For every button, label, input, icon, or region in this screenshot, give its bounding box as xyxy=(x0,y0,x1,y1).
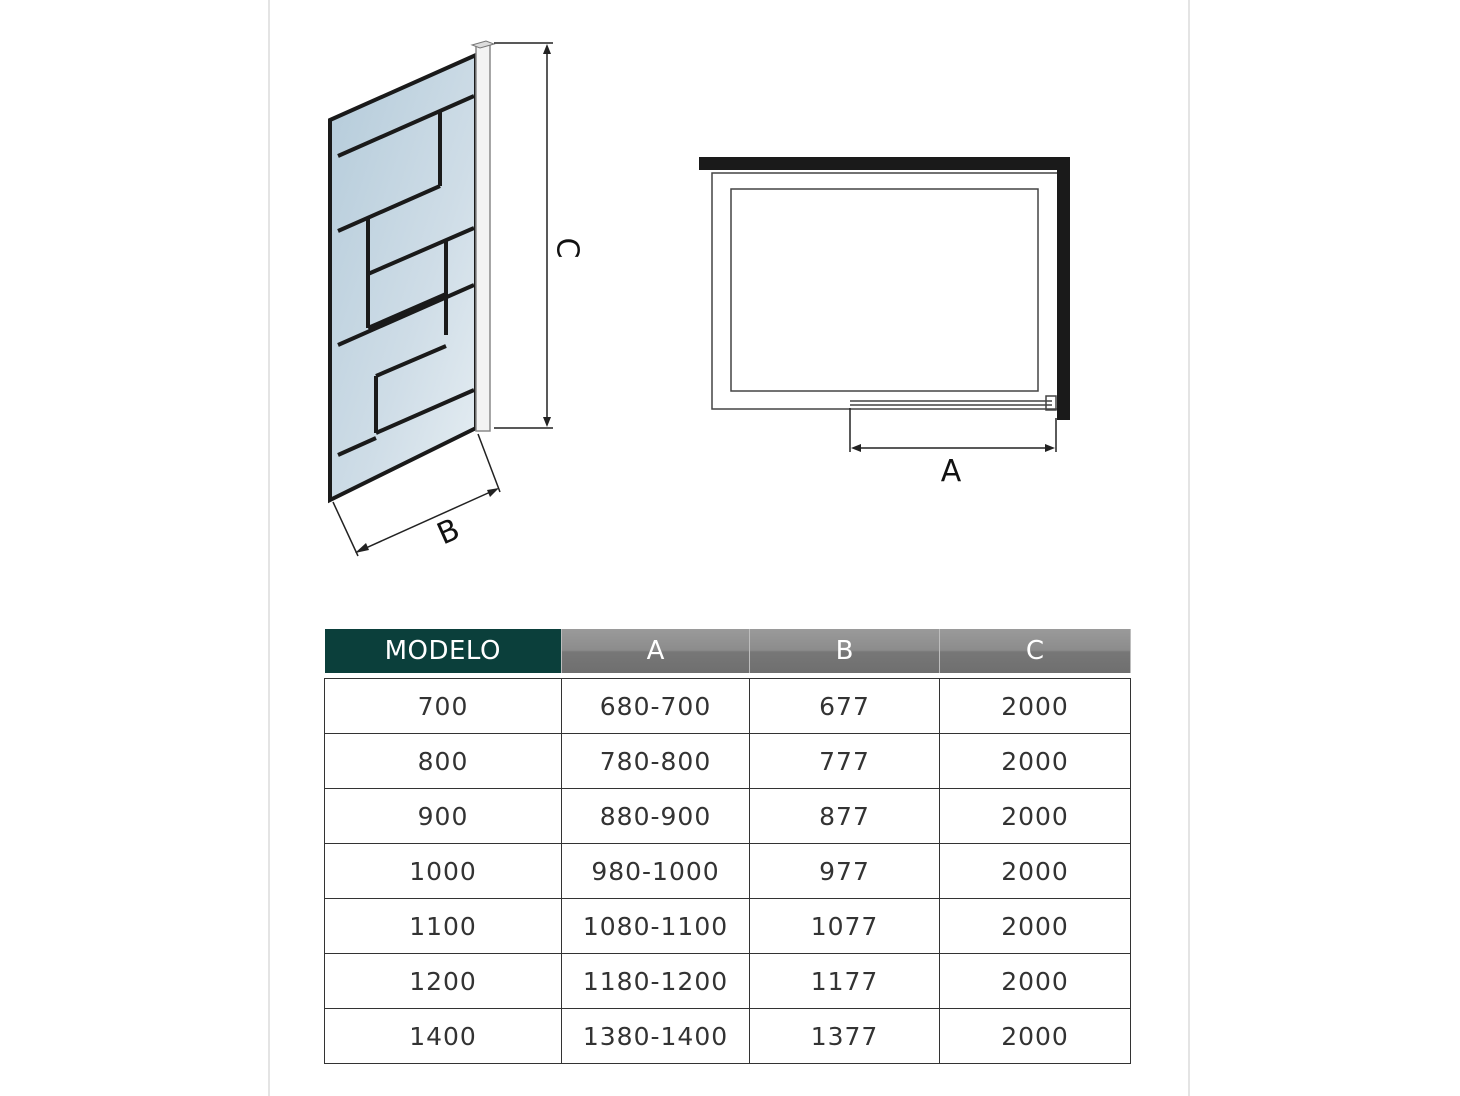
cell-model: 1200 xyxy=(325,954,562,1009)
cell-c: 2000 xyxy=(940,954,1131,1009)
dimension-b-label: B xyxy=(432,511,466,553)
table-row xyxy=(325,1009,1131,1064)
table-row xyxy=(325,789,1131,844)
cell-c: 2000 xyxy=(940,844,1131,899)
cell-model: 800 xyxy=(325,734,562,789)
header-c: C xyxy=(940,629,1131,673)
table-header-row xyxy=(325,629,1131,673)
dimension-c xyxy=(494,43,553,428)
cell-c: 2000 xyxy=(940,734,1131,789)
table-row xyxy=(325,734,1131,789)
cell-a: 680-700 xyxy=(562,679,750,734)
cell-a: 780-800 xyxy=(562,734,750,789)
cell-model: 1400 xyxy=(325,1009,562,1064)
cell-a: 980-1000 xyxy=(562,844,750,899)
header-b: B xyxy=(750,629,940,673)
cell-b: 977 xyxy=(750,844,940,899)
glass-panel-perspective xyxy=(330,41,494,500)
cell-a: 1180-1200 xyxy=(562,954,750,1009)
cell-b: 1377 xyxy=(750,1009,940,1064)
header-a: A xyxy=(562,629,750,673)
cell-b: 677 xyxy=(750,679,940,734)
table-row xyxy=(325,954,1131,1009)
cell-b: 1077 xyxy=(750,899,940,954)
cell-model: 1000 xyxy=(325,844,562,899)
table-row xyxy=(325,844,1131,899)
cell-a: 1080-1100 xyxy=(562,899,750,954)
table-row xyxy=(325,679,1131,734)
dimension-a-label: A xyxy=(940,454,962,489)
table-row xyxy=(325,899,1131,954)
cell-model: 900 xyxy=(325,789,562,844)
cell-b: 777 xyxy=(750,734,940,789)
top-view xyxy=(699,157,1070,420)
dimension-a xyxy=(850,408,1056,452)
cell-model: 700 xyxy=(325,679,562,734)
cell-a: 1380-1400 xyxy=(562,1009,750,1064)
cell-b: 877 xyxy=(750,789,940,844)
dimension-c-label: C xyxy=(549,237,585,259)
header-modelo: MODELO xyxy=(325,629,562,673)
cell-c: 2000 xyxy=(940,899,1131,954)
spec-table xyxy=(324,629,1131,1064)
cell-c: 2000 xyxy=(940,1009,1131,1064)
cell-c: 2000 xyxy=(940,679,1131,734)
cell-c: 2000 xyxy=(940,789,1131,844)
cell-model: 1100 xyxy=(325,899,562,954)
cell-a: 880-900 xyxy=(562,789,750,844)
cell-b: 1177 xyxy=(750,954,940,1009)
